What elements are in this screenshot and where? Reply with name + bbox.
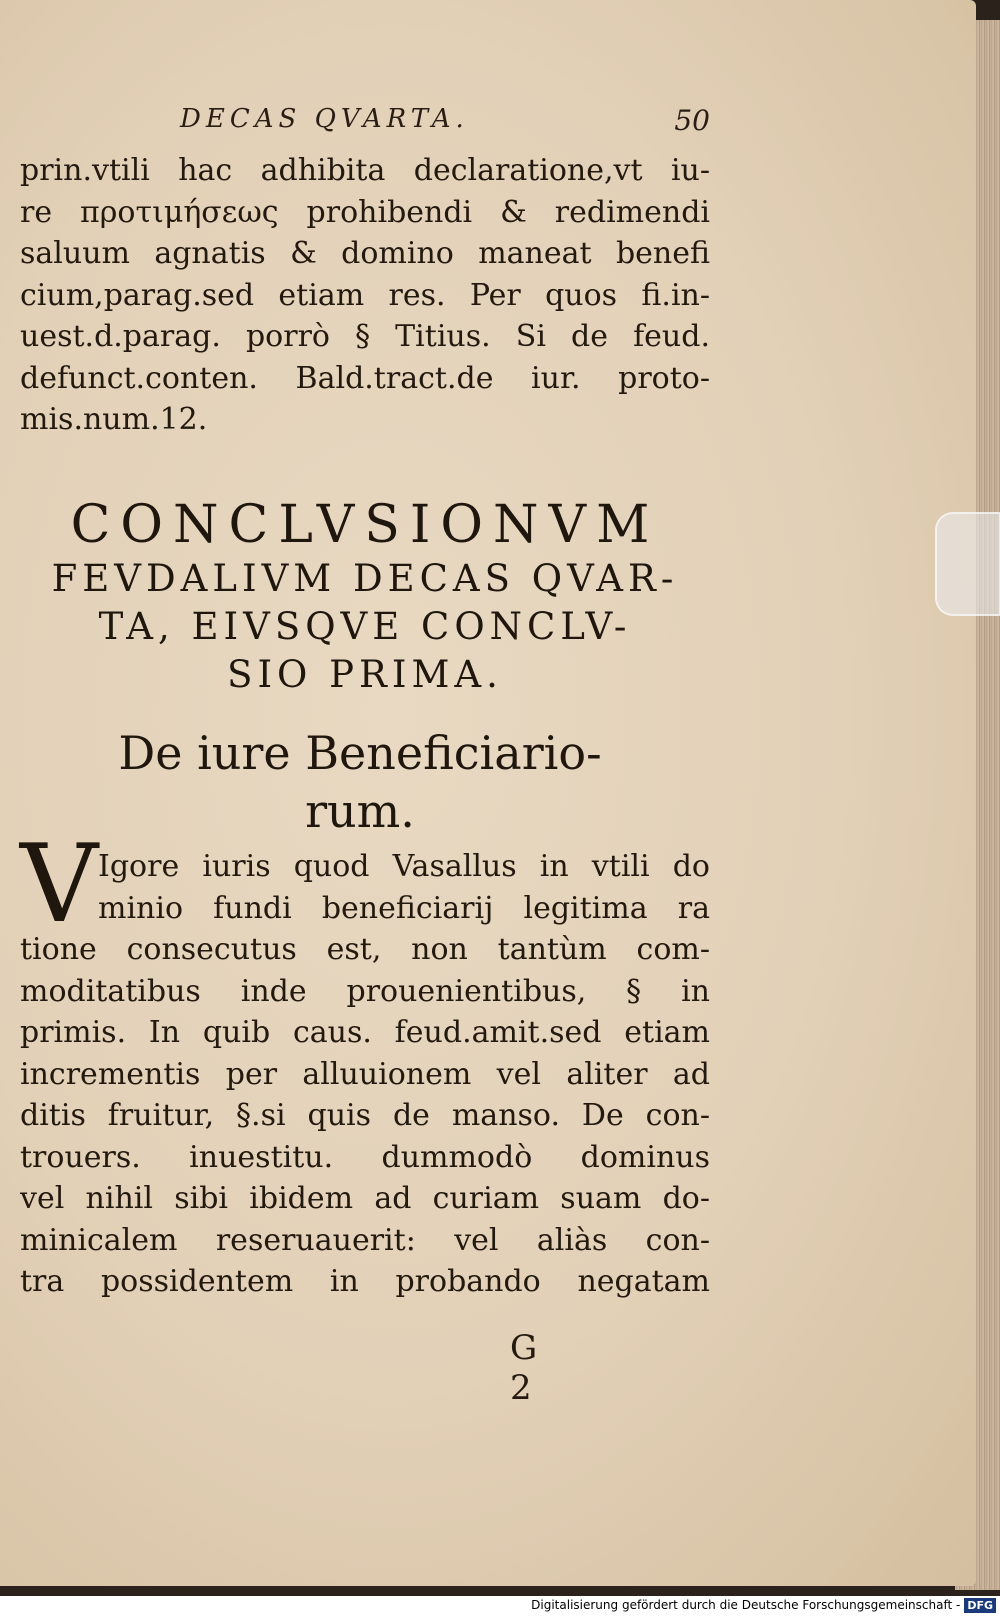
credit-text: Digitalisierung gefördert durch die Deutsche Forschungsgemeinschaft - bbox=[531, 1598, 961, 1612]
text-line: minicalem reseruauerit: vel aliàs con- bbox=[20, 1222, 710, 1258]
text-line: saluum agnatis & domino maneat benefi bbox=[20, 236, 710, 271]
text-line: tra possidentem in probando negatam bbox=[20, 1264, 710, 1299]
title-line: SIO PRIMA. bbox=[227, 653, 503, 696]
title-line: FEVDALIVM DECAS QVAR- bbox=[51, 557, 679, 600]
running-header bbox=[180, 104, 710, 144]
text-line: incrementis per alluuionem vel aliter ad bbox=[20, 1056, 710, 1092]
running-title: DECAS QVARTA. bbox=[180, 104, 469, 134]
drop-cap: V bbox=[20, 822, 98, 947]
clip-tab bbox=[935, 512, 1000, 616]
text-line: minio fundi beneficiarij legitima ra bbox=[98, 890, 710, 926]
text-line: trouers. inuestitu. dummodò dominus bbox=[20, 1139, 710, 1175]
text-line: ditis fruitur, §.si quis de manso. De con- bbox=[20, 1098, 710, 1133]
page-number: 50 bbox=[674, 104, 710, 137]
text-line: uest.d.parag. porrò § Titius. Si de feud. bbox=[20, 319, 710, 354]
text-line: re προτιμήσεως prohibendi & redimendi bbox=[20, 194, 710, 230]
text-line: cium,parag.sed etiam res. Per quos fi.in- bbox=[20, 277, 710, 313]
subtitle-line: rum. bbox=[305, 784, 415, 838]
subtitle-line: De iure Beneficiario- bbox=[118, 726, 602, 780]
text-line: vel nihil sibi ibidem ad curiam suam do- bbox=[20, 1181, 710, 1216]
section-subtitle bbox=[60, 724, 660, 840]
text-line: tione consecutus est, non tantùm com- bbox=[20, 932, 710, 967]
title-line: CONCLVSIONVM bbox=[70, 495, 660, 555]
text-line: prin.vtili hac adhibita declaratione,vt iu- bbox=[20, 153, 710, 188]
text-line: Igore iuris quod Vasallus in vtili do bbox=[98, 849, 710, 884]
paragraph-continued bbox=[20, 150, 710, 441]
text-line: defunct.conten. Bald.tract.de iur. proto- bbox=[20, 360, 710, 396]
signature-mark: G 2 bbox=[510, 1328, 560, 1408]
dfg-logo: DFG bbox=[964, 1598, 996, 1613]
section-title bbox=[20, 495, 710, 699]
title-line: TA, EIVSQVE CONCLV- bbox=[98, 605, 632, 648]
text-line: primis. In quib caus. feud.amit.sed etiam bbox=[20, 1015, 710, 1050]
text-line: mis.num.12. bbox=[20, 402, 208, 437]
digitization-credit bbox=[0, 1598, 1000, 1620]
text-line: moditatibus inde prouenientibus, § in bbox=[20, 973, 710, 1009]
body-paragraph bbox=[20, 846, 710, 1303]
